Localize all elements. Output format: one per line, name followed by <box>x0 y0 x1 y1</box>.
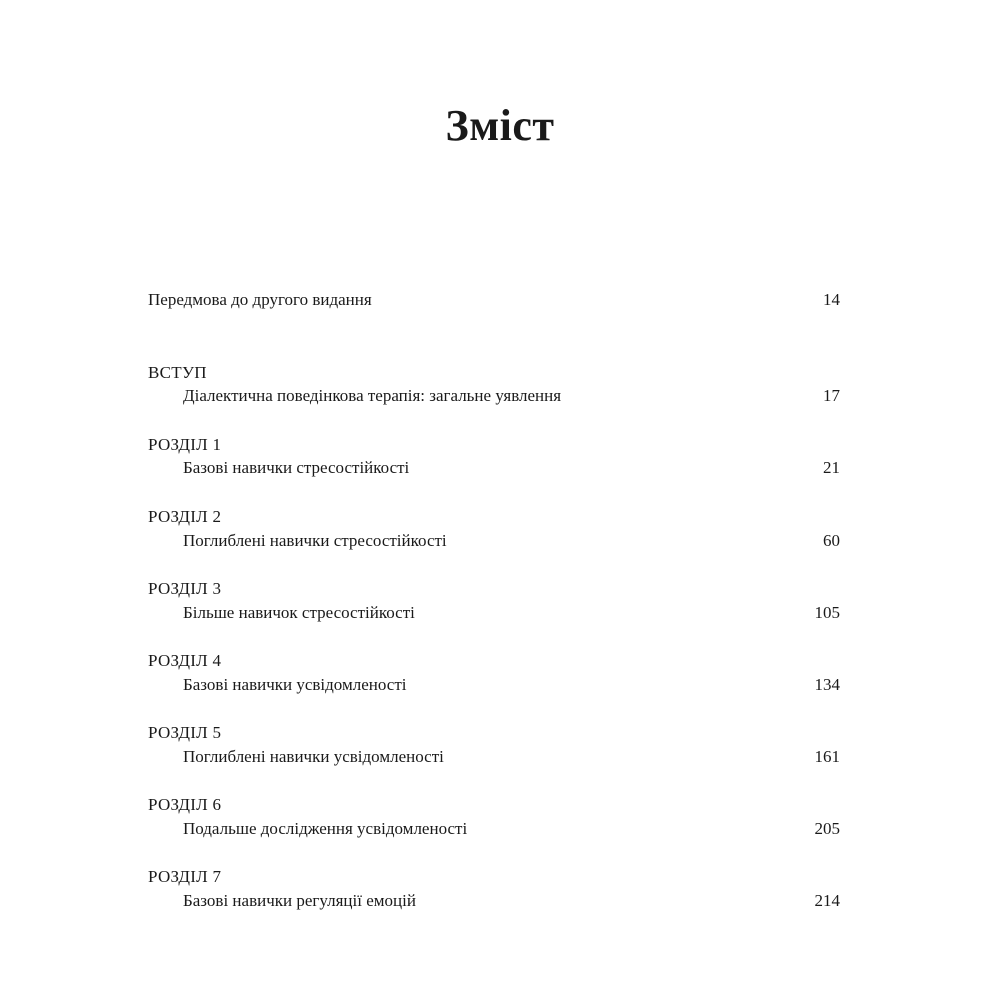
toc-section-heading <box>148 504 840 530</box>
toc-page-number: 105 <box>814 603 840 622</box>
toc-entry[interactable] <box>148 600 840 626</box>
toc-entry[interactable] <box>148 744 840 770</box>
section-heading-7: РОЗДІЛ 7 <box>148 867 222 886</box>
toc-section-heading <box>148 576 840 602</box>
toc-section-heading <box>148 864 840 890</box>
toc-page-number: 134 <box>814 675 840 694</box>
toc-page-number: 214 <box>814 891 840 910</box>
toc-entry-label: Поглиблені навички усвідомленості <box>183 747 444 766</box>
toc-section-heading <box>148 792 840 818</box>
toc-entry-label: Передмова до другого видання <box>148 290 372 309</box>
toc-entry[interactable] <box>148 816 840 842</box>
toc-entry[interactable] <box>148 672 840 698</box>
toc-entry[interactable] <box>148 383 840 409</box>
toc-page-number: 60 <box>823 531 840 550</box>
toc-entry[interactable] <box>148 455 840 481</box>
toc-entry-label: Поглиблені навички стресостійкості <box>183 531 447 550</box>
toc-entry-label: Більше навичок стресостійкості <box>183 603 415 622</box>
section-heading-1: РОЗДІЛ 1 <box>148 435 222 454</box>
toc-entry-label: Базові навички усвідомленості <box>183 675 407 694</box>
toc-page-number: 161 <box>814 747 840 766</box>
toc-entry[interactable] <box>148 528 840 554</box>
toc-entry-preface[interactable] <box>148 287 840 313</box>
page-title: Зміст <box>445 101 555 150</box>
section-heading-3: РОЗДІЛ 3 <box>148 579 222 598</box>
toc-section-heading <box>148 720 840 746</box>
toc-entry-label: Базові навички регуляції емоцій <box>183 891 416 910</box>
section-heading-5: РОЗДІЛ 5 <box>148 723 222 742</box>
toc-page-number: 205 <box>814 819 840 838</box>
toc-entry-label: Діалектична поведінкова терапія: загальне уявлення <box>183 386 562 405</box>
toc-page-number: 17 <box>823 386 840 405</box>
toc-entry[interactable] <box>148 888 840 914</box>
toc-page-number: 21 <box>823 458 840 477</box>
section-heading-6: РОЗДІЛ 6 <box>148 795 222 814</box>
section-heading-2: РОЗДІЛ 2 <box>148 507 222 526</box>
toc-page-number: 14 <box>823 290 840 309</box>
toc-section-heading <box>148 648 840 674</box>
toc-entry-label: Подальше дослідження усвідомленості <box>183 819 468 838</box>
section-heading-4: РОЗДІЛ 4 <box>148 651 222 670</box>
toc-entry-label: Базові навички стресостійкості <box>183 458 410 477</box>
section-heading-intro: ВСТУП <box>148 363 207 382</box>
